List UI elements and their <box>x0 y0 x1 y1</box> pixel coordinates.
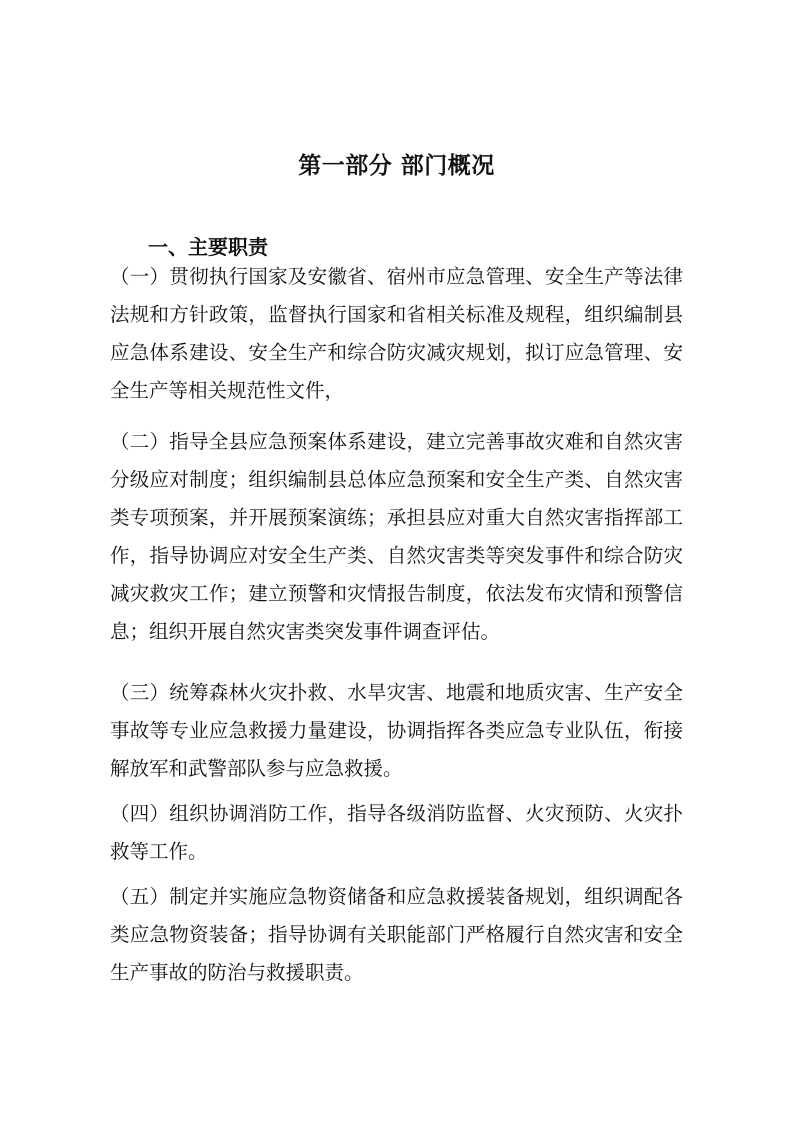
section-heading: 一、主要职责 <box>148 235 268 259</box>
paragraph-duty-1: （一）贯彻执行国家及安徽省、宿州市应急管理、安全生产等法律法规和方针政策，监督执行国家和省相关标准及规程，组织编制县应急体系建设、安全生产和综合防灾减灾规划，拟订应急管理、安全生产等相关规范性文件， <box>110 265 683 402</box>
paragraph-duty-2: （二）指导全县应急预案体系建设，建立完善事故灾难和自然灾害分级应对制度；组织编制县总体应急预案和安全生产类、自然灾害类专项预案，并开展预案演练；承担县应对重大自然灾害指挥部工作，指导协调应对安全生产类、自然灾害类等突发事件和综合防灾减灾救灾工作；建立预警和灾情报告制度，依法发布灾情和预警信息；组织开展自然灾害类突发事件调查评估。 <box>110 430 683 643</box>
paragraph-duty-3: （三）统筹森林火灾扑救、水旱灾害、地震和地质灾害、生产安全事故等专业应急救援力量建设，协调指挥各类应急专业队伍，衔接解放军和武警部队参与应急救援。 <box>110 681 683 780</box>
paragraph-duty-4: （四）组织协调消防工作，指导各级消防监督、火灾预防、火灾扑救等工作。 <box>110 802 683 863</box>
page-title: 第一部分 部门概况 <box>298 153 495 179</box>
paragraph-duty-5: （五）制定并实施应急物资储备和应急救援装备规划，组织调配各类应急物资装备；指导协调有关职能部门严格履行自然灾害和安全生产事故的防治与救援职责。 <box>110 885 683 984</box>
